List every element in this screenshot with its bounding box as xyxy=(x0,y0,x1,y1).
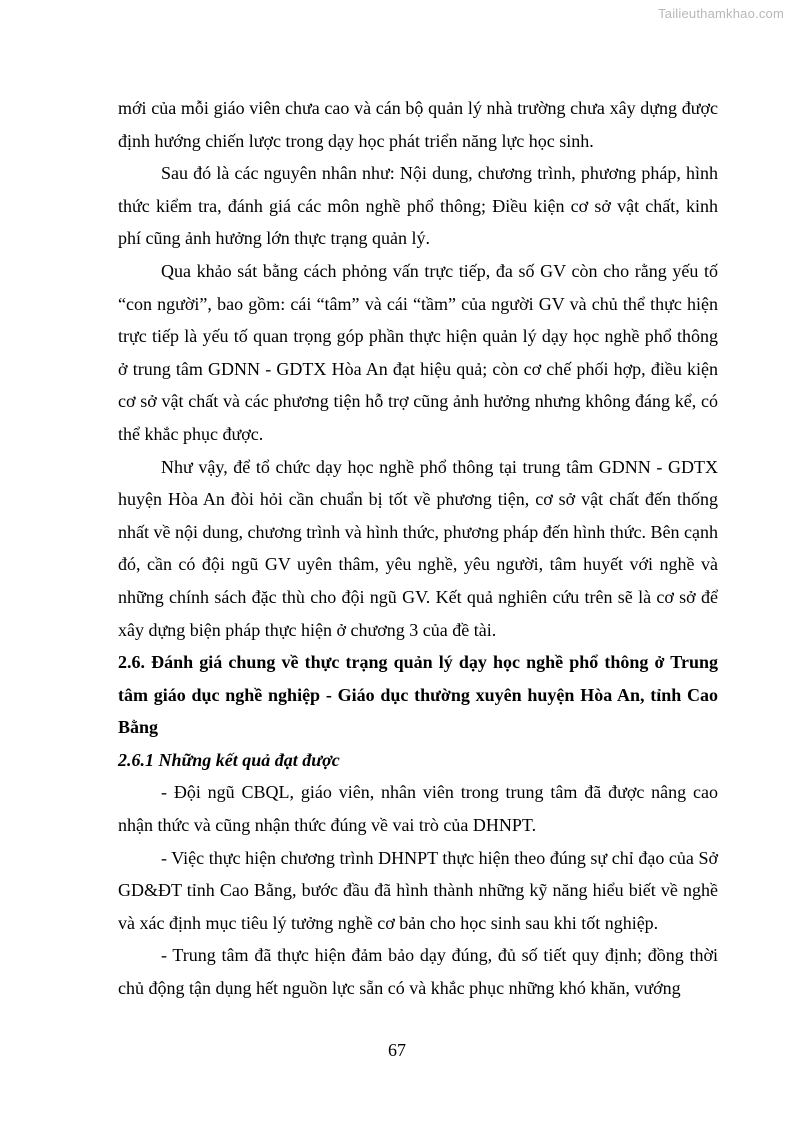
paragraph-conclusion: Như vậy, để tổ chức dạy học nghề phổ thông tại trung tâm GDNN - GDTX huyện Hòa An đòi hỏi cần chuẩn bị tốt về phương tiện, cơ sở vật chất đến thống nhất về nội dung, chương trình và hình thức, phương pháp đến hình thức. Bên cạnh đó, cần có đội ngũ GV uyên thâm, yêu nghề, yêu người, tâm huyết với nghề và những chính sách đặc thù cho đội ngũ GV. Kết quả nghiên cứu trên sẽ là cơ sở để xây dựng biện pháp thực hiện ở chương 3 của đề tài. xyxy=(118,456,718,640)
page-number: 67 xyxy=(388,1040,406,1060)
paragraph-causes: Sau đó là các nguyên nhân như: Nội dung, chương trình, phương pháp, hình thức kiểm tra, đánh giá các môn nghề phổ thông; Điều kiện cơ sở vật chất, kinh phí cũng ảnh hưởng lớn thực trạng quản lý. xyxy=(118,163,718,249)
section-heading: 2.6. Đánh giá chung về thực trạng quản lý dạy học nghề phổ thông ở Trung tâm giáo dục nghề nghiệp - Giáo dục thường xuyên huyện Hòa An, tỉnh Cao Bằng xyxy=(118,652,718,738)
paragraph-survey: Qua khảo sát bằng cách phỏng vấn trực tiếp, đa số GV còn cho rằng yếu tố “con người”, bao gồm: cái “tâm” và cái “tầm” của người GV và chủ thể thực hiện trực tiếp là yếu tố quan trọng góp phần thực hiện quản lý dạy học nghề phổ thông ở trung tâm GDNN - GDTX Hòa An đạt hiệu quả; còn cơ chế phối hợp, điều kiện cơ sở vật chất và các phương tiện hỗ trợ cũng ảnh hưởng nhưng không đáng kể, có thể khắc phục được. xyxy=(118,260,718,444)
bullet-item: - Việc thực hiện chương trình DHNPT thực hiện theo đúng sự chỉ đạo của Sở GD&ĐT tỉnh Cao Bằng, bước đầu đã hình thành những kỹ năng hiểu biết về nghề và xác định mục tiêu lý tưởng nghề cơ bản cho học sinh sau khi tốt nghiệp. xyxy=(118,847,718,933)
bullet-item: - Đội ngũ CBQL, giáo viên, nhân viên trong trung tâm đã được nâng cao nhận thức và cũng nhận thức đúng về vai trò của DHNPT. xyxy=(118,782,718,836)
subsection-heading: 2.6.1 Những kết quả đạt được xyxy=(118,749,340,770)
page-content xyxy=(118,92,718,1005)
bullet-item: - Trung tâm đã thực hiện đảm bảo dạy đúng, đủ số tiết quy định; đồng thời chủ động tận dụng hết nguồn lực sẵn có và khắc phục những khó khăn, vướng xyxy=(118,945,718,999)
paragraph-continuation: mới của mỗi giáo viên chưa cao và cán bộ quản lý nhà trường chưa xây dựng được định hướng chiến lược trong dạy học phát triển năng lực học sinh. xyxy=(118,98,718,151)
watermark: Tailieuthamkhao.com xyxy=(658,6,784,21)
